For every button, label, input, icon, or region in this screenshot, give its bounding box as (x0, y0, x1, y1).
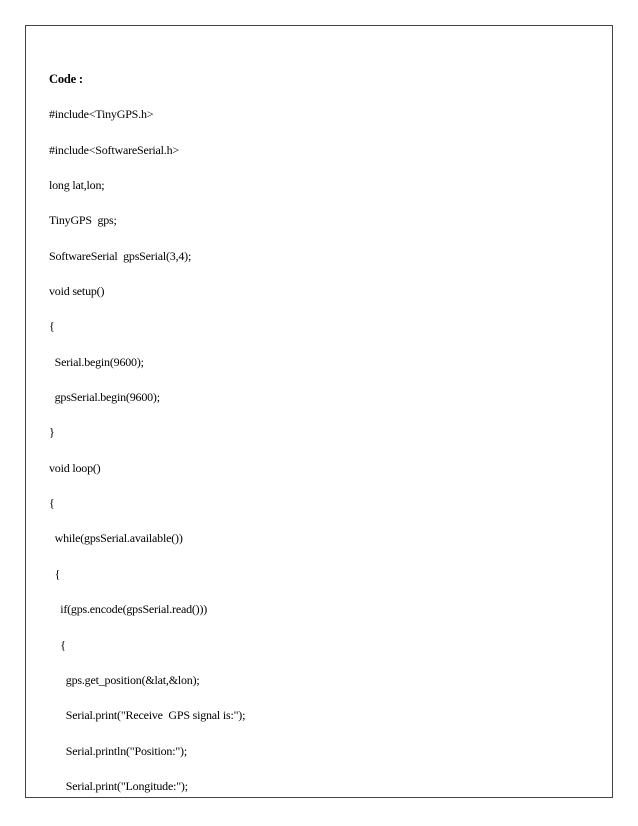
code-line-8: Serial.begin(9600); (49, 354, 144, 369)
code-line-20: Serial.print("Longitude:"); (49, 778, 188, 793)
code-line-1: #include<TinyGPS.h> (49, 107, 154, 122)
code-line-18: Serial.print("Receive GPS signal is:"); (49, 708, 246, 723)
code-line-15: if(gps.encode(gpsSerial.read())) (49, 602, 208, 617)
code-line-11: void loop() (49, 460, 101, 475)
code-line-16: { (49, 637, 66, 652)
code-listing (49, 70, 245, 812)
code-line-4: TinyGPS gps; (49, 213, 117, 228)
code-line-14: { (49, 566, 61, 581)
code-line-7: { (49, 319, 55, 334)
code-line-5: SoftwareSerial gpsSerial(3,4); (49, 248, 192, 263)
code-line-3: long lat,lon; (49, 178, 105, 193)
code-line-13: while(gpsSerial.available()) (49, 531, 183, 546)
code-line-19: Serial.println("Position:"); (49, 743, 187, 758)
code-line-17: gps.get_position(&lat,&lon); (49, 672, 200, 687)
code-line-10: } (49, 425, 55, 440)
code-line-9: gpsSerial.begin(9600); (49, 390, 160, 405)
code-heading: Code : (49, 72, 83, 86)
code-line-6: void setup() (49, 284, 105, 299)
code-line-12: { (49, 496, 55, 511)
code-line-2: #include<SoftwareSerial.h> (49, 142, 179, 157)
